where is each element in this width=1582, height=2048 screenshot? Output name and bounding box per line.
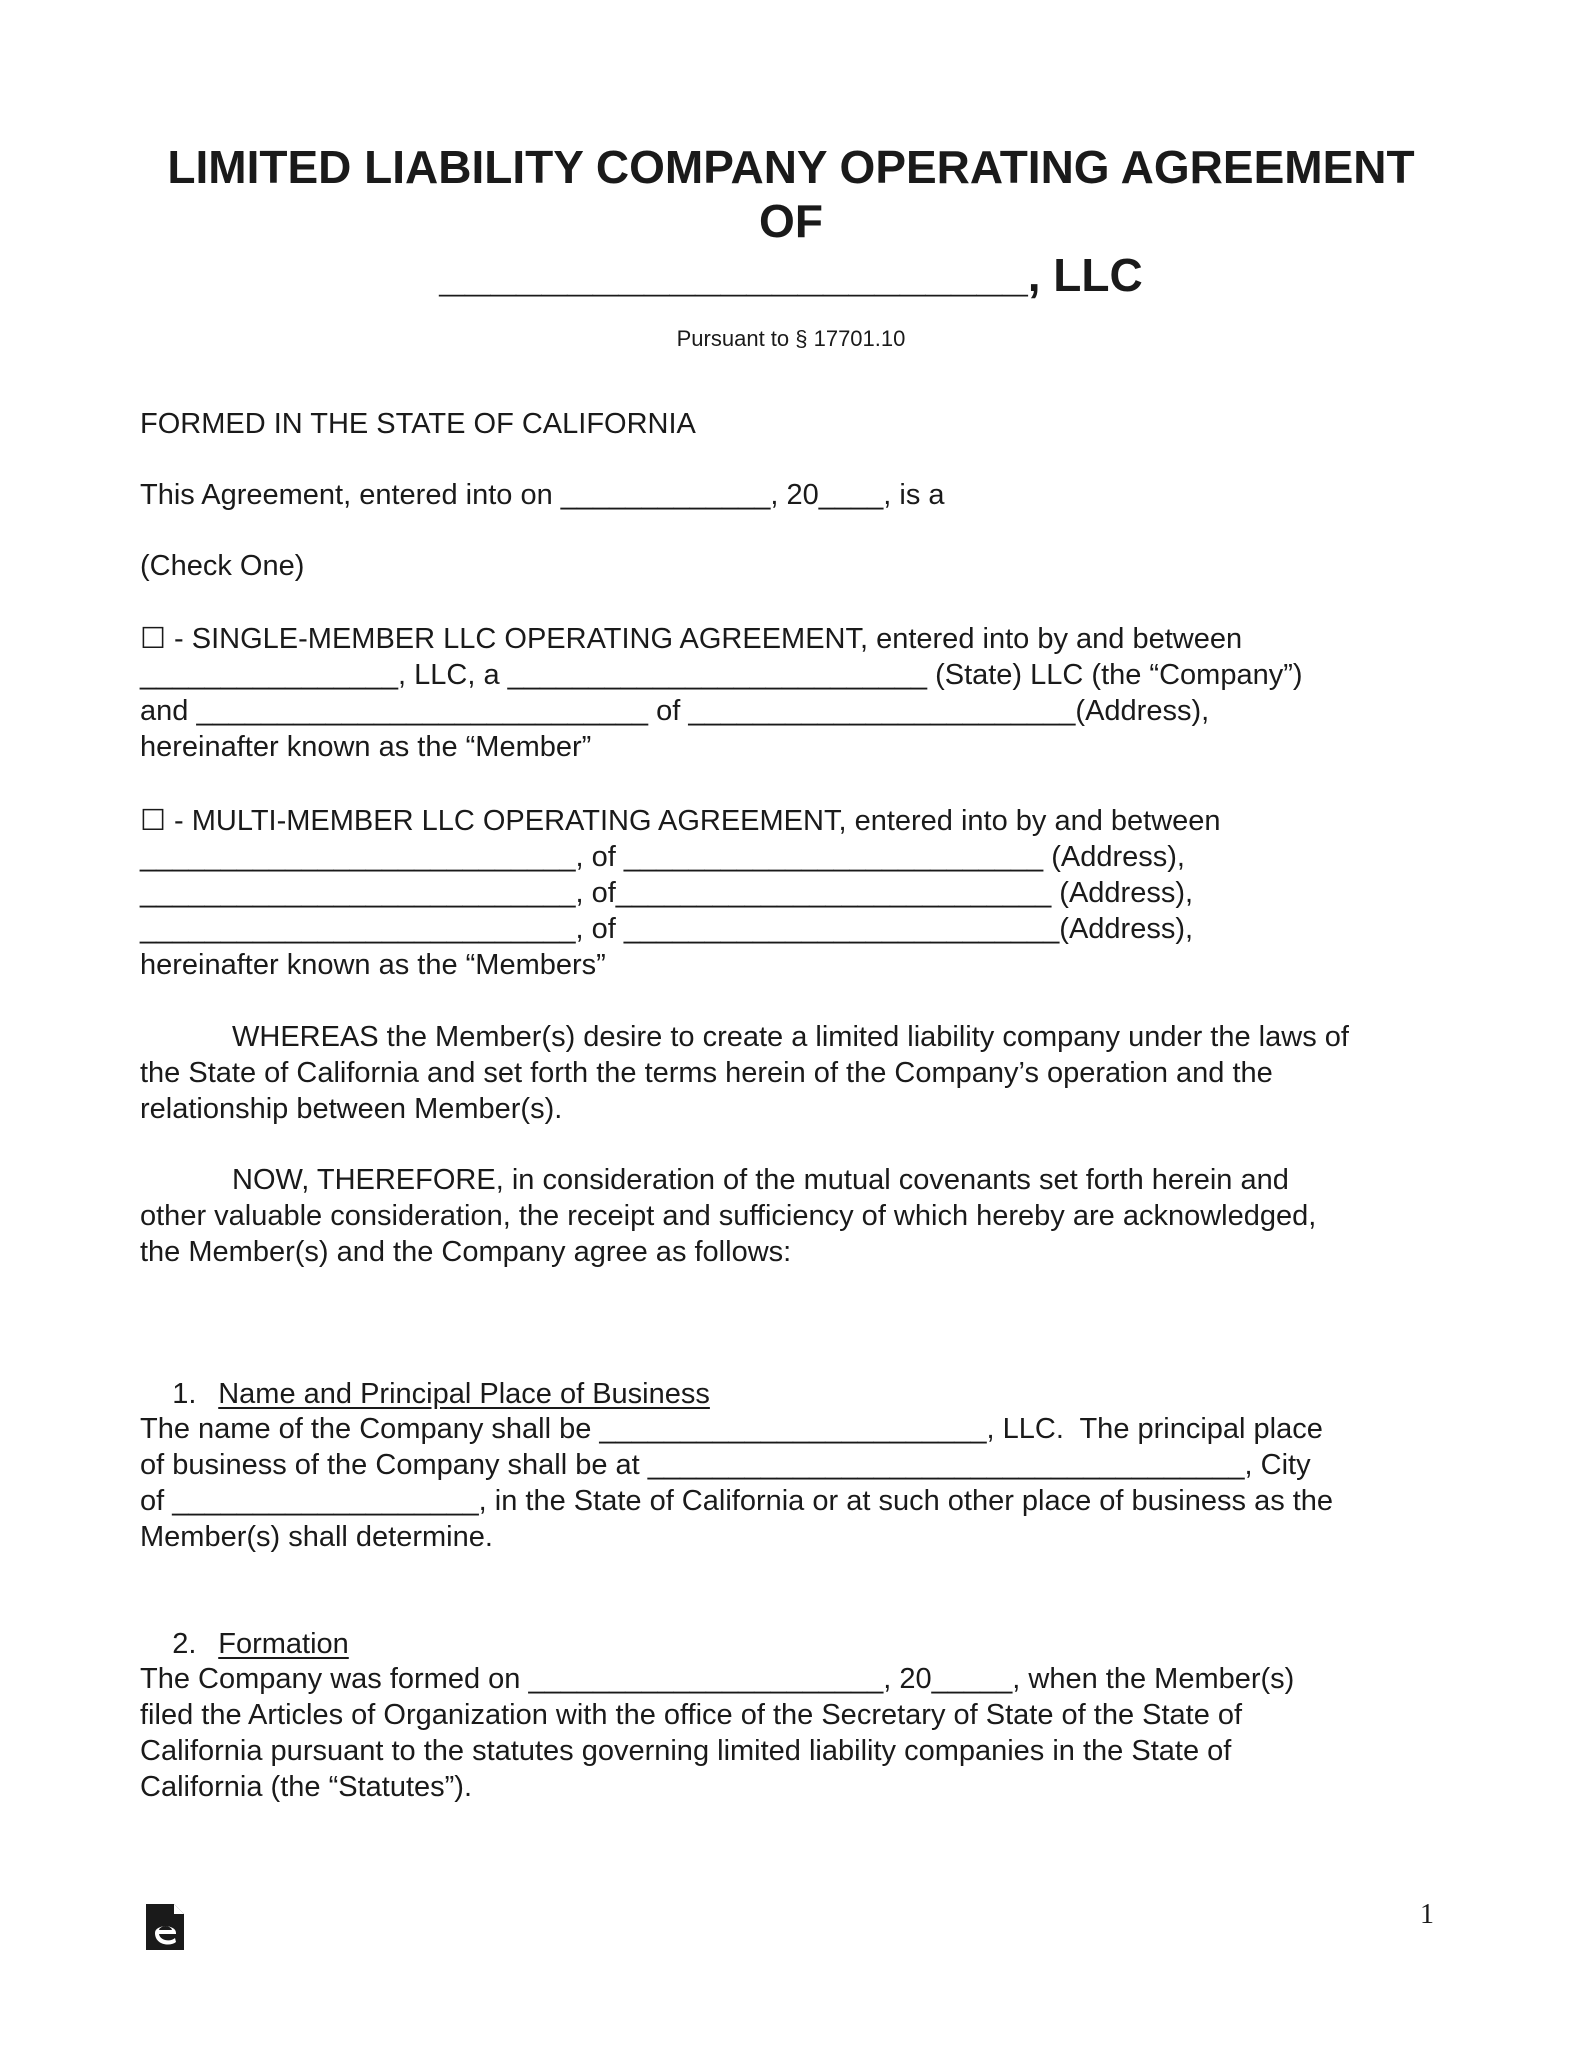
multi-member-line-3: ___________________________, of___________________________ (Address),	[140, 877, 1194, 909]
title-line-3: _______________________, LLC	[439, 249, 1143, 301]
eforms-logo-icon	[146, 1900, 186, 1950]
now-therefore-line-1: NOW, THEREFORE, in consideration of the mutual covenants set forth herein and	[232, 1164, 1289, 1196]
single-member-line-2: ________________, LLC, a __________________________ (State) LLC (the “Company”)	[140, 659, 1303, 691]
single-member-line-3: and ____________________________ of ________________________(Address),	[140, 695, 1210, 727]
title-line-2: OF	[759, 195, 823, 247]
now-therefore-line-2: other valuable consideration, the receipt and sufficiency of which hereby are acknowledged,	[140, 1200, 1317, 1232]
single-member-line-1: ☐ - SINGLE-MEMBER LLC OPERATING AGREEMENT, entered into by and between	[140, 623, 1243, 655]
now-therefore-line-3: the Member(s) and the Company agree as follows:	[140, 1236, 792, 1268]
agreement-date-line: This Agreement, entered into on _____________, 20____, is a	[140, 479, 945, 511]
pursuant-statute: Pursuant to § 17701.10	[676, 326, 906, 351]
check-one: (Check One)	[140, 550, 305, 582]
whereas-line-1: WHEREAS the Member(s) desire to create a limited liability company under the laws of	[232, 1021, 1349, 1053]
section-1-line-2: of business of the Company shall be at _____________________________________, City	[140, 1449, 1311, 1481]
section-number: 1.	[172, 1378, 197, 1410]
section-title: Formation	[218, 1628, 349, 1660]
section-number: 2.	[172, 1628, 197, 1660]
multi-member-line-5: hereinafter known as the “Members”	[140, 949, 606, 981]
single-member-line-4: hereinafter known as the “Member”	[140, 731, 592, 763]
section-1-line-4: Member(s) shall determine.	[140, 1521, 493, 1553]
multi-member-line-1: ☐ - MULTI-MEMBER LLC OPERATING AGREEMENT, entered into by and between	[140, 805, 1221, 837]
title-line-1: LIMITED LIABILITY COMPANY OPERATING AGREEMENT	[167, 141, 1415, 193]
formed-state: FORMED IN THE STATE OF CALIFORNIA	[140, 408, 696, 440]
multi-member-line-2: ___________________________, of __________________________ (Address),	[140, 841, 1185, 873]
page-number: 1	[1420, 1899, 1434, 1930]
section-2-line-2: filed the Articles of Organization with the office of the Secretary of State of the State of	[140, 1699, 1243, 1731]
section-1-line-1: The name of the Company shall be ________________________, LLC. The principal place	[140, 1413, 1323, 1445]
section-1-line-3: of ___________________, in the State of California or at such other place of business as the	[140, 1485, 1334, 1517]
section-2-line-4: California (the “Statutes”).	[140, 1771, 473, 1803]
multi-member-line-4: ___________________________, of ___________________________(Address),	[140, 913, 1194, 945]
whereas-line-2: the State of California and set forth the terms herein of the Company’s operation and the	[140, 1057, 1273, 1089]
section-2-line-3: California pursuant to the statutes governing limited liability companies in the State of	[140, 1735, 1232, 1767]
whereas-line-3: relationship between Member(s).	[140, 1093, 563, 1125]
section-title: Name and Principal Place of Business	[218, 1378, 710, 1410]
section-2-line-1: The Company was formed on ______________________, 20_____, when the Member(s)	[140, 1663, 1295, 1695]
